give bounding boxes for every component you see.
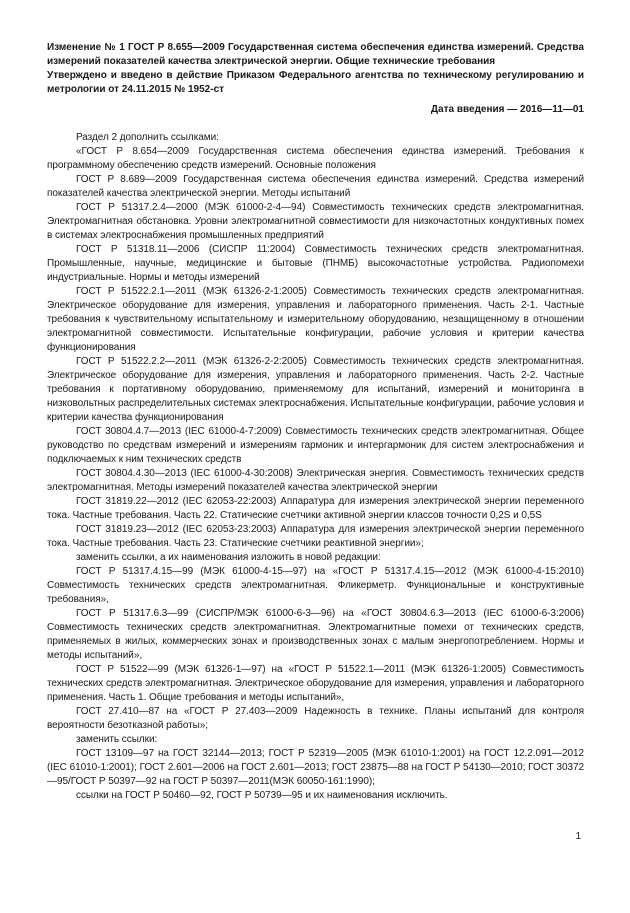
paragraph: ГОСТ Р 51317.2.4—2000 (МЭК 61000-2-4—94) Совместимость технических средств электромагнитная. Электромагнитная обстановка. Уровни электромагнитной совместимости для низкочастотных кондуктивных помех в системах электроснабжения промышленных предприятий: [47, 202, 584, 241]
paragraph: ГОСТ Р 8.689—2009 Государственная система обеспечения единства измерений. Средства измерений показателей качества электрической энергии. Методы испытаний: [47, 174, 584, 199]
paragraph: ГОСТ 31819.23—2012 (IEC 62053-23:2003) Аппаратура для измерения электрической энергии переменного тока. Частные требования. Часть 23. Статические счетчики реактивной энергии»;: [47, 524, 584, 549]
paragraph: ГОСТ 30804.4.30—2013 (IEC 61000-4-30:2008) Электрическая энергия. Совместимость технических средств электромагнитная. Методы измерений показателей качества электрической энергии: [47, 468, 584, 493]
paragraph: заменить ссылки, а их наименования изложить в новой редакции:: [76, 552, 381, 563]
paragraph: ссылки на ГОСТ Р 50460—92, ГОСТ Р 50739—95 и их наименования исключить.: [76, 790, 448, 801]
approval-statement: Утверждено и введено в действие Приказом Федерального агентства по техническому регулированию и метрологии от 24.11.2015 № 1952-ст: [47, 70, 584, 95]
paragraph: ГОСТ Р 51522.2.1—2011 (МЭК 61326-2-1:2005) Совместимость технических средств электромагнитная. Электрическое оборудование для измерения, управления и лабораторного применения. Часть 2-1. Частные требования к чувствительному испытательному и измерительному оборудованию, незащищенному в отношении электромагнитной совместимости. Испытательные конфигурации, рабочие условия и критерии качества функционирования: [47, 286, 584, 353]
amendment-title: Изменение № 1 ГОСТ Р 8.655—2009 Государственная система обеспечения единства измерений. Средства измерений показателей качества электрической энергии. Общие технические требования: [47, 42, 584, 67]
document-body: [47, 131, 584, 803]
page-number: 1: [575, 831, 581, 842]
document-header: [47, 41, 584, 97]
paragraph: Раздел 2 дополнить ссылками:: [76, 132, 219, 143]
paragraph: ГОСТ 27.410—87 на «ГОСТ Р 27.403—2009 Надежность в технике. Планы испытаний для контроля вероятности безотказной работы»;: [47, 706, 584, 731]
paragraph: ГОСТ Р 51317.4.15—99 (МЭК 61000-4-15—97) на «ГОСТ Р 51317.4.15—2012 (МЭК 61000-4-15:2010) Совместимость технических средств электромагнитная. Фликерметр. Функциональные и конструктивные требования»,: [47, 566, 584, 605]
effective-date: Дата введения — 2016—11—01: [430, 104, 584, 115]
paragraph: заменить ссылки:: [76, 734, 158, 745]
paragraph: ГОСТ 30804.4.7—2013 (IEC 61000-4-7:2009) Совместимость технических средств электромагнитная. Общее руководство по средствам измерений и измерениям гармоник и интергармоник для систем электроснабжения и подключаемых к ним технических средств: [47, 426, 584, 465]
paragraph: ГОСТ 31819.22—2012 (IEC 62053-22:2003) Аппаратура для измерения электрической энергии переменного тока. Частные требования. Часть 22. Статические счетчики активной энергии классов точности 0,2S и 0,5S: [47, 496, 584, 521]
paragraph: ГОСТ 13109—97 на ГОСТ 32144—2013; ГОСТ Р 52319—2005 (МЭК 61010-1:2001) на ГОСТ 12.2.091—2012 (IEC 61010-1:2001); ГОСТ 2.601—2006 на ГОСТ 2.601—2013; ГОСТ 23875—88 на ГОСТ Р 54130—2010; ГОСТ 30372—95/ГОСТ Р 50397—92 на ГОСТ Р 50397—2011(МЭК 60050-161:1990);: [47, 748, 584, 787]
paragraph: ГОСТ Р 51522.2.2—2011 (МЭК 61326-2-2:2005) Совместимость технических средств электромагнитная. Электрическое оборудование для измерения, управления и лабораторного применения. Часть 2-2. Частные требования к портативному оборудованию, применяемому для испытаний, измерений и мониторинга в низковольтных распределительных системах электроснабжения. Испытательные конфигурации, рабочие условия и критерии качества функционирования: [47, 356, 584, 423]
paragraph: ГОСТ Р 51317.6.3—99 (СИСПР/МЭК 61000-6-3—96) на «ГОСТ 30804.6.3—2013 (IEC 61000-6-3:2006) Совместимость технических средств электромагнитная. Электромагнитные помехи от технических средств, применяемых в жилых, коммерческих зонах и производственных зонах с малым энергопотреблением. Нормы и методы испытаний»,: [47, 608, 584, 661]
paragraph: ГОСТ Р 51522—99 (МЭК 61326-1—97) на «ГОСТ Р 51522.1—2011 (МЭК 61326-1:2005) Совместимость технических средств электромагнитная. Электрическое оборудование для измерения, управления и лабораторного применения. Часть 1. Общие требования и методы испытаний»,: [47, 664, 584, 703]
paragraph: «ГОСТ Р 8.654—2009 Государственная система обеспечения единства измерений. Требования к программному обеспечению средств измерений. Основные положения: [47, 146, 584, 171]
paragraph: ГОСТ Р 51318.11—2006 (СИСПР 11:2004) Совместимость технических средств электромагнитная. Промышленные, научные, медицинские и бытовые (ПНМБ) высокочастотные устройства. Радиопомехи индустриальные. Нормы и методы измерений: [47, 244, 584, 283]
